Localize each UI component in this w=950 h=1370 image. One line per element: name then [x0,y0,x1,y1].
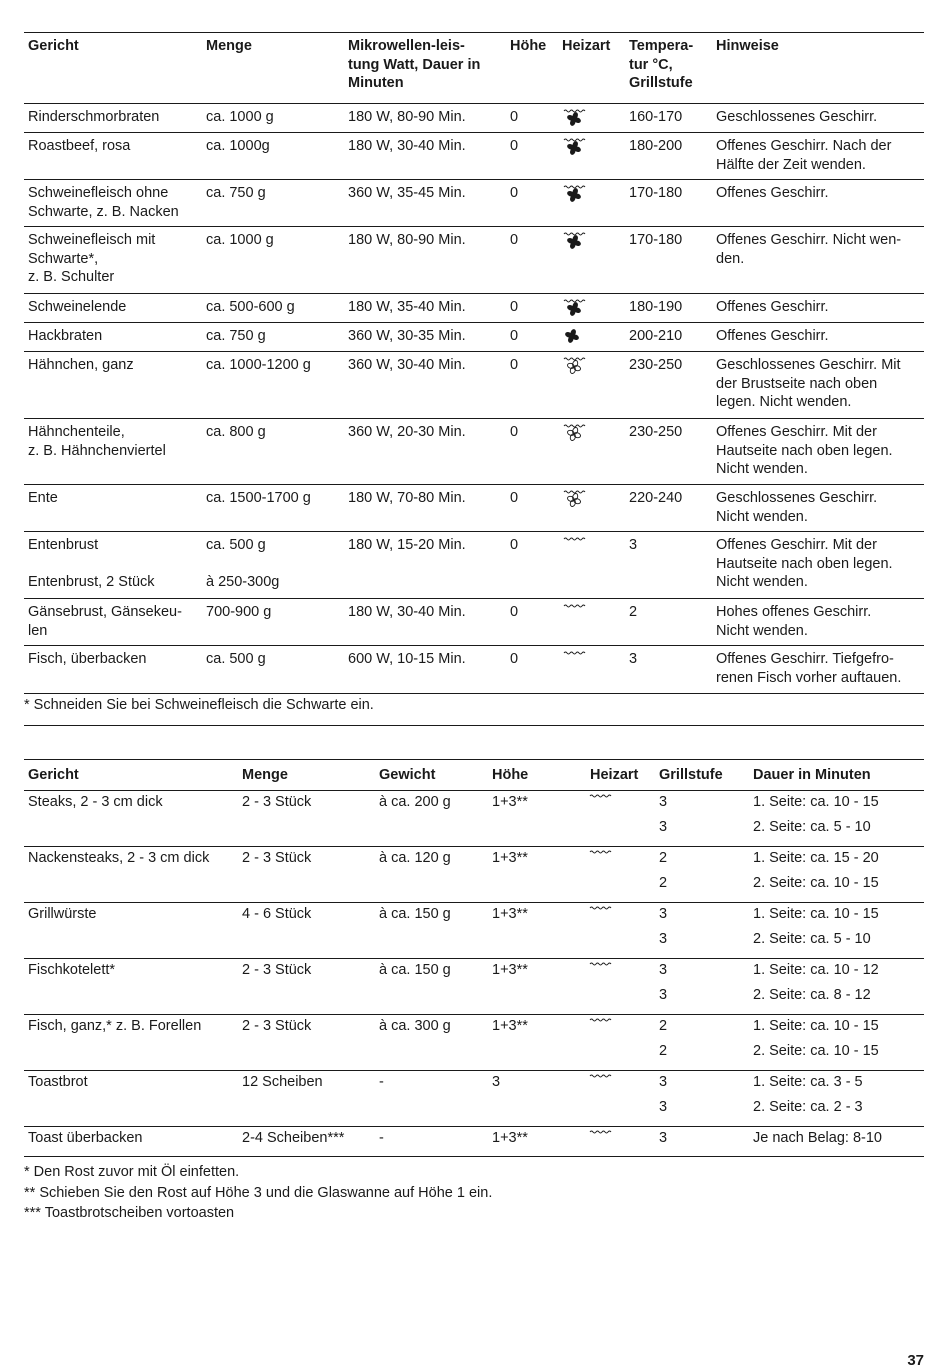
cell-temperatur: 170-180 [629,185,683,201]
grill-circulation-icon [562,356,588,374]
cell-menge: 12 Scheiben [242,1074,323,1090]
fan-icon [562,327,588,345]
cell-gericht: Hackbraten [28,328,103,344]
table-row [24,1127,924,1157]
cell-dauer: Je nach Belag: 8-10 [753,1130,882,1146]
cell-hoehe: 0 [510,537,519,553]
cell-dauer: 1. Seite: ca. 10 - 12 2. Seite: ca. 8 - 12 [753,962,879,1004]
cell-gewicht: à ca. 200 g [379,794,451,810]
table-header [24,759,924,791]
table-row [24,1015,924,1071]
cell-hoehe: 0 [510,299,519,315]
cell-menge: ca. 1000g [206,138,270,154]
table-row [24,323,924,352]
cell-grillstufe: 2 2 [659,1018,668,1060]
cell-gewicht: - [379,1130,384,1146]
cell-gericht: Schweinefleisch mit Schwarte*, z. B. Schulter [28,232,156,285]
cell-menge: ca. 800 g [206,424,266,440]
grill-fan-icon [562,298,588,316]
grill-fan-icon [562,231,588,249]
cell-hoehe: 1+3** [492,1018,528,1034]
cell-hinweise: Geschlossenes Geschirr. [716,109,878,125]
cell-menge: 2 - 3 Stück [242,962,312,978]
roasting-table [24,32,924,694]
grill-icon [588,961,614,979]
cell-grillstufe: 3 3 [659,1074,668,1116]
cell-hoehe: 0 [510,651,519,667]
cell-hoehe: 0 [510,490,519,506]
cell-hoehe: 3 [492,1074,501,1090]
header-mikrowelle: Mikrowellen-leis- tung Watt, Dauer in Minuten [348,38,481,91]
table-row [24,180,924,227]
cell-hoehe: 1+3** [492,794,528,810]
cell-hinweise: Offenes Geschirr. [716,299,829,315]
cell-hinweise: Offenes Geschirr. Nicht wen- den. [716,232,902,267]
cell-hoehe: 0 [510,109,519,125]
cell-hoehe: 0 [510,185,519,201]
table-row [24,227,924,294]
cell-temperatur: 160-170 [629,109,683,125]
cell-hinweise: Offenes Geschirr. [716,185,829,201]
header-menge: Menge [206,38,252,54]
cell-menge: ca. 1000 g [206,109,274,125]
cell-menge: ca. 1000 g [206,232,274,248]
cell-mikrowelle: 180 W, 70-80 Min. [348,490,466,506]
cell-mikrowelle: 360 W, 35-45 Min. [348,185,466,201]
table-row [24,1071,924,1127]
header-grillstufe: Grillstufe [659,767,723,783]
table-row [24,791,924,847]
cell-menge: 2 - 3 Stück [242,794,312,810]
cell-mikrowelle: 360 W, 20-30 Min. [348,424,466,440]
cell-hoehe: 0 [510,138,519,154]
cell-hoehe: 0 [510,232,519,248]
cell-menge: ca. 500 g [206,651,266,667]
grill-icon [588,1129,614,1147]
cell-gericht: Nackensteaks, 2 - 3 cm dick [28,850,210,866]
cell-mikrowelle: 180 W, 30-40 Min. [348,604,466,620]
header-hoehe: Höhe [492,767,529,783]
header-heizart: Heizart [562,38,611,54]
table1-footnote: * Schneiden Sie bei Schweinefleisch die Schwarte ein. [24,697,374,713]
grill-icon [588,905,614,923]
grill-fan-icon [562,137,588,155]
grill-fan-icon [562,108,588,126]
cell-gericht: Hähnchen, ganz [28,357,134,373]
table-header [24,32,924,104]
cell-temperatur: 200-210 [629,328,683,344]
cell-gewicht: à ca. 120 g [379,850,451,866]
cell-grillstufe: 3 3 [659,794,668,836]
cell-gericht: Rinderschmorbraten [28,109,160,125]
cell-gewicht: à ca. 300 g [379,1018,451,1034]
header-hoehe: Höhe [510,38,547,54]
header-hinweise: Hinweise [716,38,779,54]
grill-icon [588,849,614,867]
cell-gericht: Fisch, überbacken [28,651,147,667]
table-row [24,959,924,1015]
cell-hinweise: Offenes Geschirr. Nach der Hälfte der Zeit wenden. [716,138,892,173]
cell-gericht: Fisch, ganz,* z. B. Forellen [28,1018,202,1034]
cell-hoehe: 0 [510,328,519,344]
table-row [24,294,924,323]
cell-temperatur: 2 [629,604,638,620]
cell-hinweise: Offenes Geschirr. Mit der Hautseite nach oben legen. Nicht wenden. [716,537,893,590]
cell-temperatur: 220-240 [629,490,683,506]
grill-fan-icon [562,184,588,202]
table-row [24,133,924,180]
grill-circulation-icon [562,489,588,507]
cell-mikrowelle: 600 W, 10-15 Min. [348,651,466,667]
cell-gericht: Schweinefleisch ohne Schwarte, z. B. Nacken [28,185,179,220]
cell-menge: ca. 1500-1700 g [206,490,311,506]
cell-gericht: Fischkotelett* [28,962,116,978]
grill-icon [562,650,588,668]
cell-gericht: Toastbrot [28,1074,88,1090]
cell-menge: 700-900 g [206,604,272,620]
cell-menge: ca. 750 g [206,185,266,201]
cell-hoehe: 1+3** [492,850,528,866]
cell-menge: ca. 500-600 g [206,299,295,315]
cell-mikrowelle: 180 W, 80-90 Min. [348,109,466,125]
cell-hinweise: Offenes Geschirr. Tiefgefro- renen Fisch vorher auftauen. [716,651,902,686]
cell-hoehe: 1+3** [492,1130,528,1146]
header-gericht: Gericht [28,767,79,783]
cell-temperatur: 180-200 [629,138,683,154]
cell-hoehe: 1+3** [492,906,528,922]
cell-grillstufe: 3 [659,1130,668,1146]
cell-gewicht: à ca. 150 g [379,906,451,922]
cell-hinweise: Geschlossenes Geschirr. Nicht wenden. [716,490,878,525]
table-row [24,104,924,133]
cell-temperatur: 170-180 [629,232,683,248]
grill-icon [588,1073,614,1091]
cell-menge: ca. 750 g [206,328,266,344]
grill-icon [588,793,614,811]
grill-icon [588,1017,614,1035]
table2-footnotes: * Den Rost zuvor mit Öl einfetten. ** Schieben Sie den Rost auf Höhe 3 und die Glaswanne auf Höhe 1 ein. *** Toastbrotscheiben vortoasten [24,1164,493,1221]
cell-gericht: Roastbeef, rosa [28,138,131,154]
cell-temperatur: 3 [629,537,638,553]
grill-table [24,759,924,1157]
cell-gewicht: à ca. 150 g [379,962,451,978]
cell-hinweise: Geschlossenes Geschirr. Mit der Brustseite nach oben legen. Nicht wenden. [716,357,901,410]
grill-icon [562,603,588,621]
cell-mikrowelle: 180 W, 35-40 Min. [348,299,466,315]
cell-mikrowelle: 360 W, 30-35 Min. [348,328,466,344]
table-row [24,485,924,532]
header-dauer: Dauer in Minuten [753,767,871,783]
cell-hoehe: 0 [510,424,519,440]
cell-temperatur: 230-250 [629,357,683,373]
divider [24,725,924,726]
cell-gericht: Grillwürste [28,906,97,922]
cell-dauer: 1. Seite: ca. 3 - 5 2. Seite: ca. 2 - 3 [753,1074,863,1116]
header-gewicht: Gewicht [379,767,436,783]
cell-hinweise: Hohes offenes Geschirr. Nicht wenden. [716,604,872,639]
cell-menge: ca. 500 g à 250-300g [206,537,280,590]
grill-icon [562,536,588,554]
cell-dauer: 1. Seite: ca. 10 - 15 2. Seite: ca. 5 - 10 [753,906,879,948]
cell-gericht: Ente [28,490,58,506]
cell-mikrowelle: 180 W, 30-40 Min. [348,138,466,154]
cell-temperatur: 180-190 [629,299,683,315]
cell-mikrowelle: 180 W, 80-90 Min. [348,232,466,248]
cell-temperatur: 3 [629,651,638,667]
cell-hinweise: Offenes Geschirr. Mit der Hautseite nach oben legen. Nicht wenden. [716,424,893,477]
grill-circulation-icon [562,423,588,441]
table-row [24,599,924,646]
table-row [24,847,924,903]
table-row [24,646,924,694]
cell-hinweise: Offenes Geschirr. [716,328,829,344]
cell-menge: 4 - 6 Stück [242,906,312,922]
cell-gericht: Toast überbacken [28,1130,143,1146]
table-row [24,532,924,599]
cell-grillstufe: 2 2 [659,850,668,892]
cell-menge: 2 - 3 Stück [242,850,312,866]
cell-hoehe: 1+3** [492,962,528,978]
cell-mikrowelle: 180 W, 15-20 Min. [348,537,466,553]
cell-gewicht: - [379,1074,384,1090]
page-number: 37 [907,1352,924,1369]
cell-gericht: Steaks, 2 - 3 cm dick [28,794,163,810]
cell-temperatur: 230-250 [629,424,683,440]
cell-grillstufe: 3 3 [659,906,668,948]
cell-dauer: 1. Seite: ca. 15 - 20 2. Seite: ca. 10 - 15 [753,850,879,892]
header-heizart: Heizart [590,767,639,783]
cell-mikrowelle: 360 W, 30-40 Min. [348,357,466,373]
header-gericht: Gericht [28,38,79,54]
table-row [24,352,924,419]
cell-gericht: Entenbrust Entenbrust, 2 Stück [28,537,155,590]
cell-dauer: 1. Seite: ca. 10 - 15 2. Seite: ca. 10 - 15 [753,1018,879,1060]
cell-dauer: 1. Seite: ca. 10 - 15 2. Seite: ca. 5 - 10 [753,794,879,836]
cell-menge: 2-4 Scheiben*** [242,1130,345,1146]
header-menge: Menge [242,767,288,783]
cell-gericht: Schweinelende [28,299,127,315]
table-row [24,903,924,959]
cell-hoehe: 0 [510,604,519,620]
cell-grillstufe: 3 3 [659,962,668,1004]
cell-menge: ca. 1000-1200 g [206,357,311,373]
cell-gericht: Gänsebrust, Gänsekeu- len [28,604,182,639]
cell-hoehe: 0 [510,357,519,373]
table-row [24,419,924,485]
header-temperatur: Tempera- tur °C, Grillstufe [629,38,694,91]
cell-menge: 2 - 3 Stück [242,1018,312,1034]
cell-gericht: Hähnchenteile, z. B. Hähnchenviertel [28,424,166,459]
